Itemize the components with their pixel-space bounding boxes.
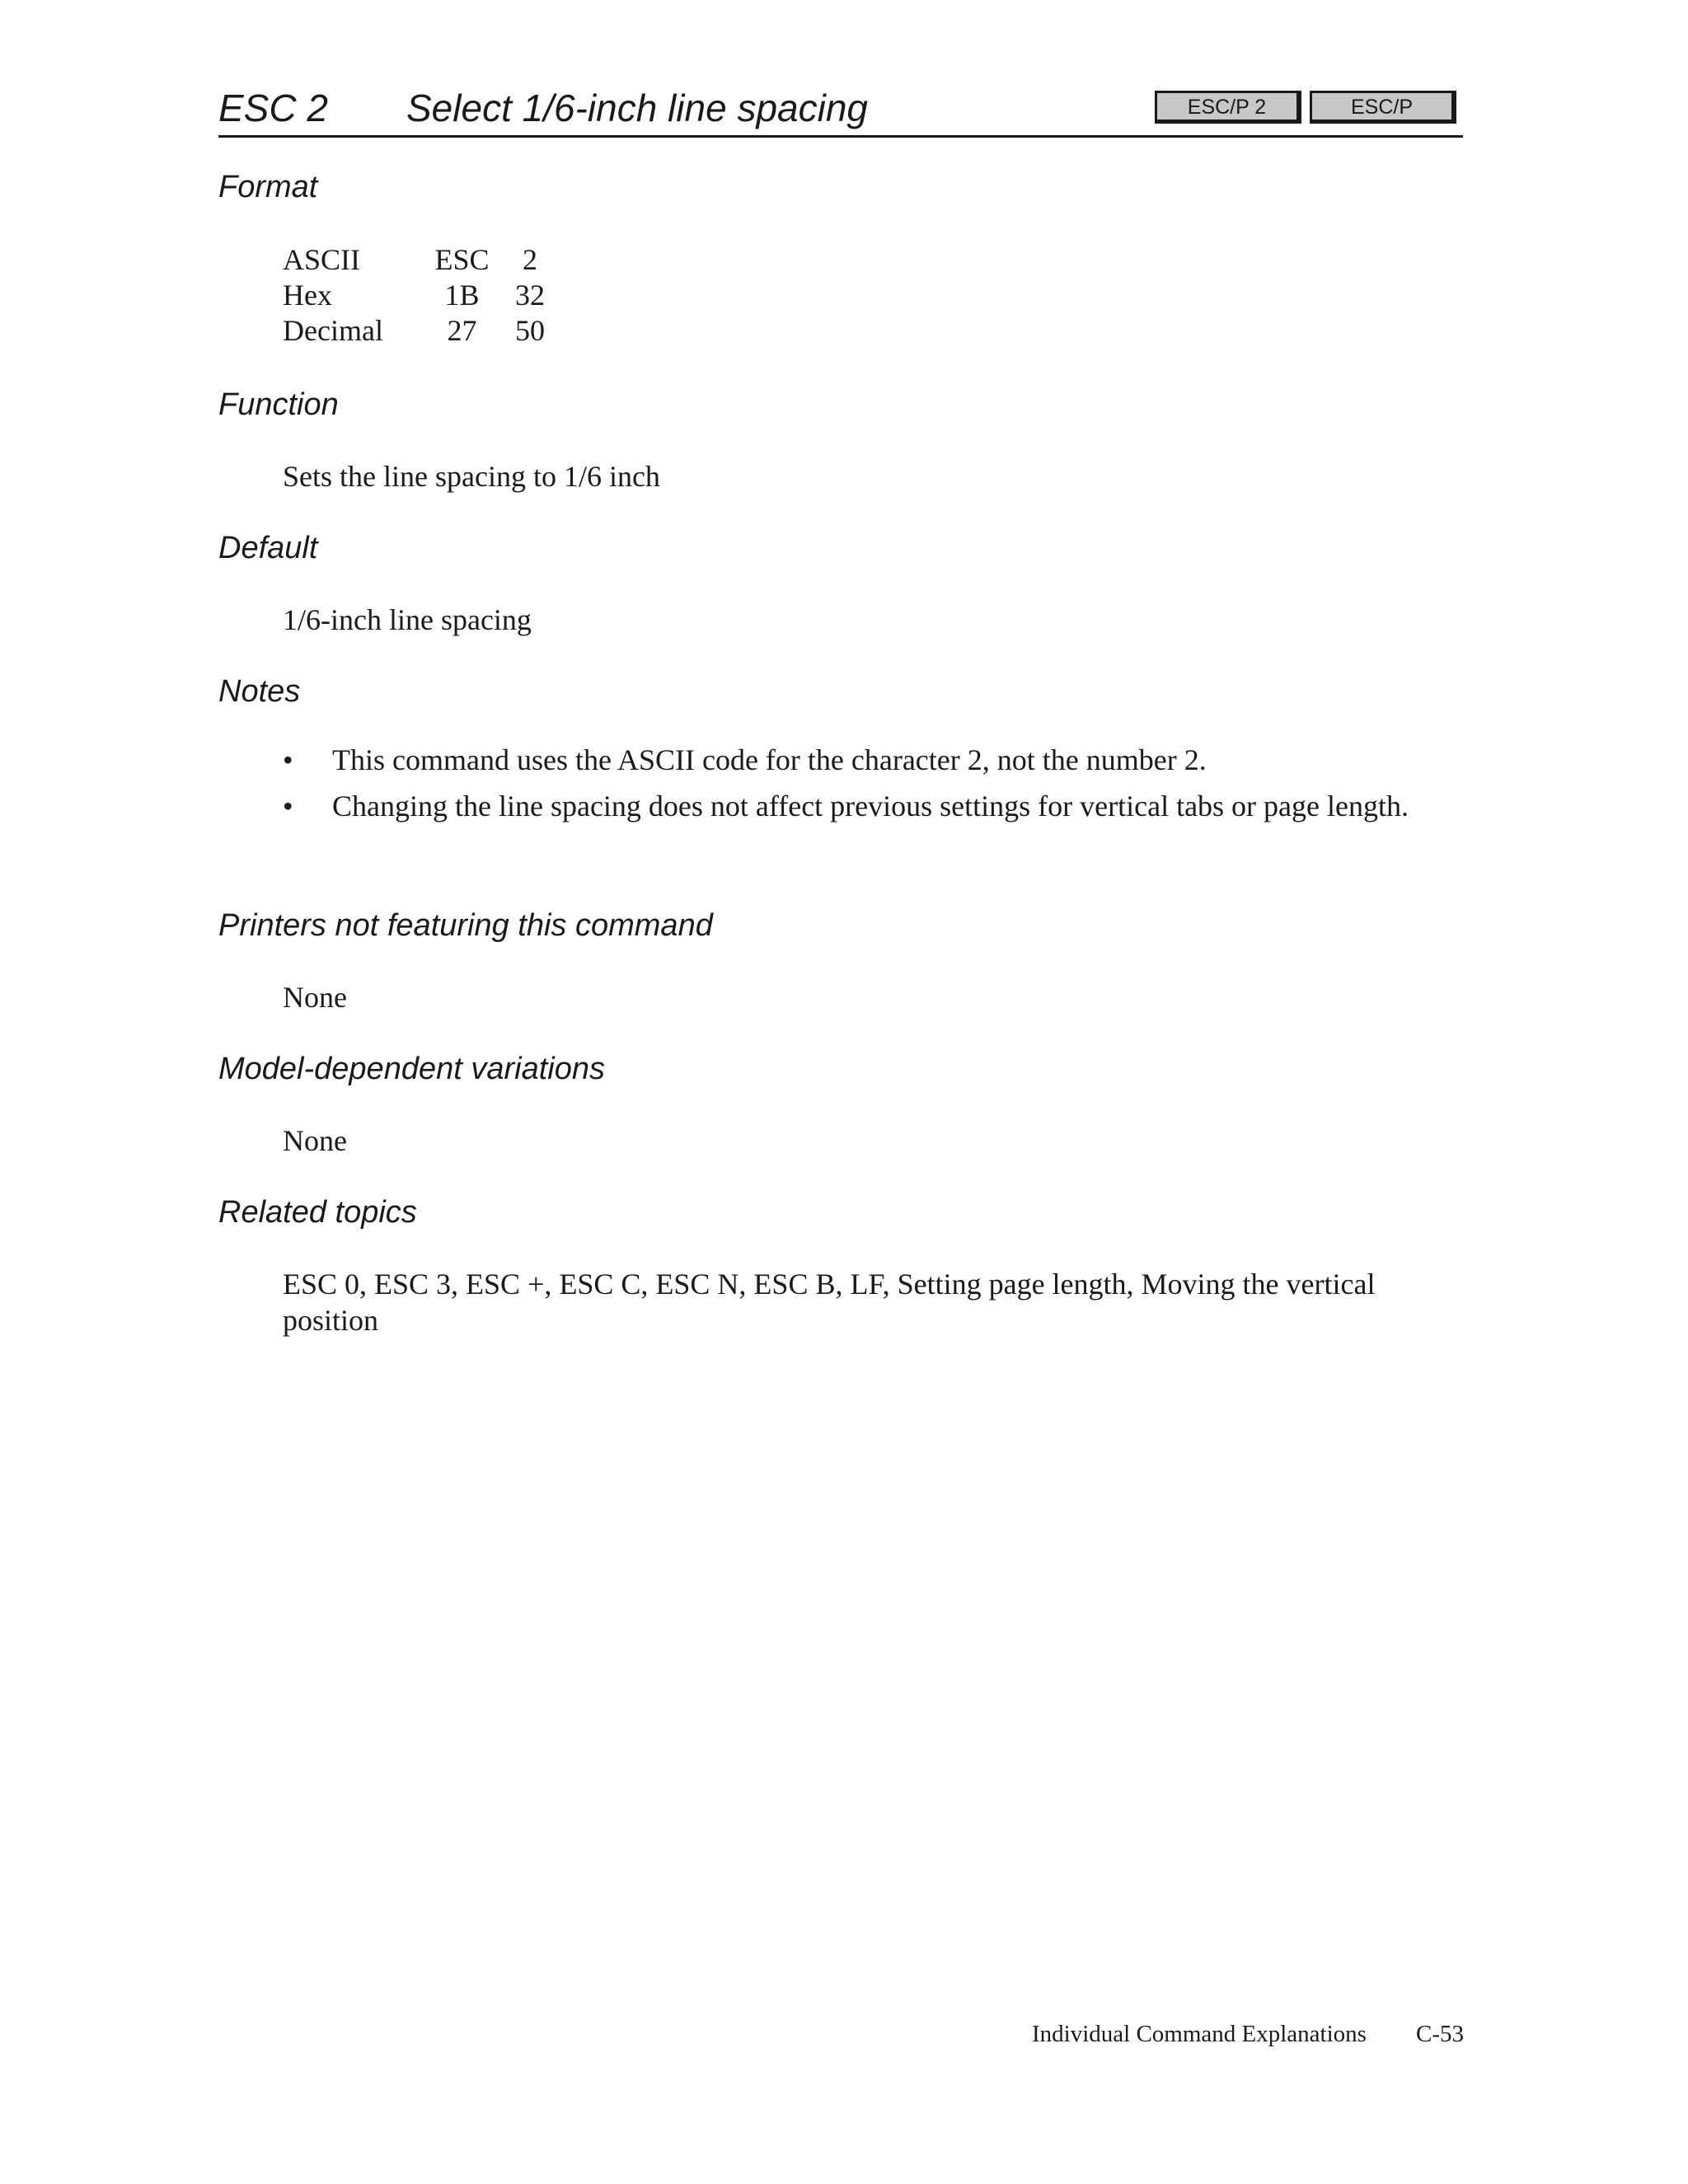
bullet-icon: •	[283, 743, 293, 776]
related-topics-heading: Related topics	[218, 1195, 417, 1230]
title-bar	[218, 86, 1463, 138]
format-heading: Format	[218, 170, 318, 204]
format-row-label: Decimal	[283, 314, 383, 347]
default-text: 1/6-inch line spacing	[283, 603, 532, 636]
model-variations-text: None	[283, 1124, 347, 1157]
note-text: Changing the line spacing does not affect previous settings for vertical tabs or page length.	[332, 790, 1409, 823]
badge-escp: ESC/P	[1310, 91, 1456, 124]
table-row	[283, 278, 559, 313]
list-item	[283, 742, 1420, 778]
table-row	[283, 313, 559, 349]
function-heading: Function	[218, 387, 339, 422]
notes-heading: Notes	[218, 674, 301, 709]
command-title: Select 1/6-inch line spacing	[406, 87, 868, 129]
format-row-label: Hex	[283, 279, 332, 312]
printers-not-featuring-text: None	[283, 981, 347, 1014]
format-row-label: ASCII	[283, 243, 361, 276]
format-table	[283, 242, 559, 349]
footer-page-number: C-53	[1416, 2021, 1464, 2047]
table-row	[283, 242, 559, 278]
format-row-value: 2	[523, 243, 537, 276]
format-row-value: 50	[515, 314, 545, 347]
function-text: Sets the line spacing to 1/6 inch	[283, 460, 660, 493]
default-heading: Default	[218, 531, 318, 565]
footer-section-name: Individual Command Explanations	[1032, 2021, 1367, 2047]
related-topics-text: ESC 0, ESC 3, ESC +, ESC C, ESC N, ESC B, LF, Setting page length, Moving the vertical position	[283, 1268, 1376, 1337]
bullet-icon: •	[283, 790, 293, 823]
list-item	[283, 788, 1420, 824]
format-row-value: 1B	[444, 279, 480, 312]
command-code: ESC 2	[218, 87, 328, 129]
format-row-value: ESC	[434, 243, 490, 276]
model-variations-heading: Model-dependent variations	[218, 1052, 605, 1086]
note-text: This command uses the ASCII code for the character 2, not the number 2.	[332, 743, 1207, 776]
format-row-value: 32	[515, 279, 545, 312]
notes-list	[283, 742, 1420, 834]
badge-escp2: ESC/P 2	[1155, 91, 1301, 124]
format-row-value: 27	[447, 314, 477, 347]
printers-not-featuring-heading: Printers not featuring this command	[218, 908, 713, 943]
